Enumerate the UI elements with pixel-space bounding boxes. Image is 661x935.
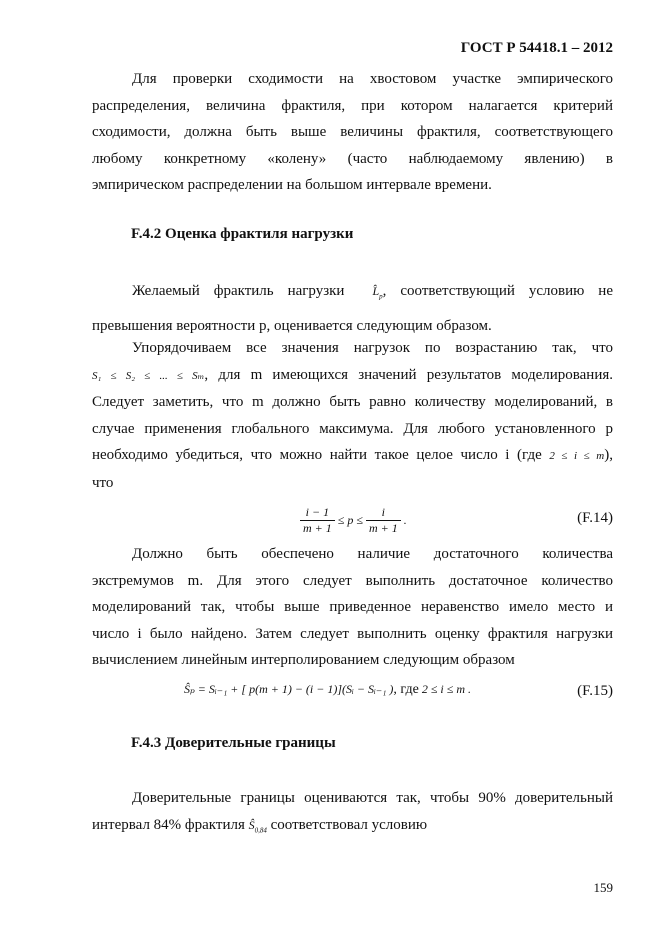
text-line: вычислением линейным интерполированием следующим образом [92,652,515,668]
standard-header: ГОСТ Р 54418.1 – 2012 [460,40,613,56]
paragraph-desired-quantile [92,278,613,339]
text-line [92,278,613,310]
equation-number-f14: (F.14) [577,510,613,526]
quantile-symbol: $L̂_p$ [372,284,383,301]
section-heading-f43: F.4.3 Доверительные границы [131,735,336,751]
fraction-right: $\frac{i}{m + 1}$ [366,505,401,536]
paragraph-confidence [92,785,613,843]
interpolation-formula: Ŝₚ = Sᵢ₋₁ + [ p(m + 1) − (i − 1)](Sᵢ − Sᵢ₋₁ ) [184,682,394,696]
text-line: моделирований так, чтобы выше приведенное неравенство имело место и [92,599,613,615]
equation-number-f15: (F.15) [577,683,613,699]
text-line [92,812,613,844]
text-line: превышения вероятности p, оценивается следующим образом. [92,317,492,334]
text-line: случае применения глобального максимума. Для любого установленного p [92,420,613,437]
quantile-symbol: $Ŝ_{0,84}$ [248,817,267,834]
section-heading-f42: F.4.2 Оценка фрактиля нагрузки [131,226,354,242]
text-segment: необходимо убедиться, что можно найти такое целое число i (где [92,447,542,463]
paragraph-convergence [92,66,613,199]
index-range: 2 ≤ i ≤ m [421,682,465,696]
index-range: 2 ≤ i ≤ m [549,450,605,462]
page-number: 159 [593,880,613,895]
text-line: Для проверки сходимости на хвостовом участке эмпирического [132,71,613,87]
text-line: Доверительные границы оцениваются так, чтобы 90% доверительный [132,790,613,806]
inequality-sequence: S₁ ≤ S₂ ≤ ... ≤ Sₘ [92,369,205,382]
text-line: Следует заметить, что m должно быть равно количеству моделирований, в [92,394,613,410]
text-segment: , соответствующий условию не [382,283,613,299]
text-segment: , для m имеющихся значений результатов моделирования. [204,366,613,383]
text-line: любому конкретному «колену» (часто наблюдаемому явлению) в [92,150,613,167]
text-line: Должно быть обеспечено наличие достаточного количества [132,546,613,562]
equation-f15: Ŝₚ = Sᵢ₋₁ + [ p(m + 1) − (i − 1)](Sᵢ − Sᵢ₋₁ ), где 2 ≤ i ≤ m . [184,682,471,697]
equation-f14: $\frac{i - 1}{m + 1}$ ≤ p ≤ $\frac{i}{m + 1}$ . [300,505,407,536]
text-line [92,442,613,470]
fraction-left: $\frac{i - 1}{m + 1}$ [300,505,335,536]
text-line [92,362,613,390]
text-line: эмпирическом распределении на большом интервале времени. [92,177,492,193]
text-segment: интервал 84% фрактиля [92,816,245,833]
text-line: число i было найдено. Затем следует выполнить оценку фрактиля нагрузки [92,625,613,642]
text-line: распределения, величина фрактиля, при котором налагается критерий [92,97,613,114]
paragraph-extremes [92,541,613,674]
text-line: Упорядочиваем все значения нагрузок по возрастанию так, что [132,340,613,356]
text-segment: Желаемый фрактиль нагрузки [132,283,345,299]
text-line: сходимости, должна быть выше величины фрактиля, соответствующего [92,124,613,140]
text-segment: соответствовал условию [270,816,428,833]
text-line: что [92,474,114,491]
text-segment: ), [604,447,613,463]
paragraph-ordering [92,335,613,496]
text-line: экстремумов m. Для этого следует выполнить достаточное количество [92,572,613,589]
